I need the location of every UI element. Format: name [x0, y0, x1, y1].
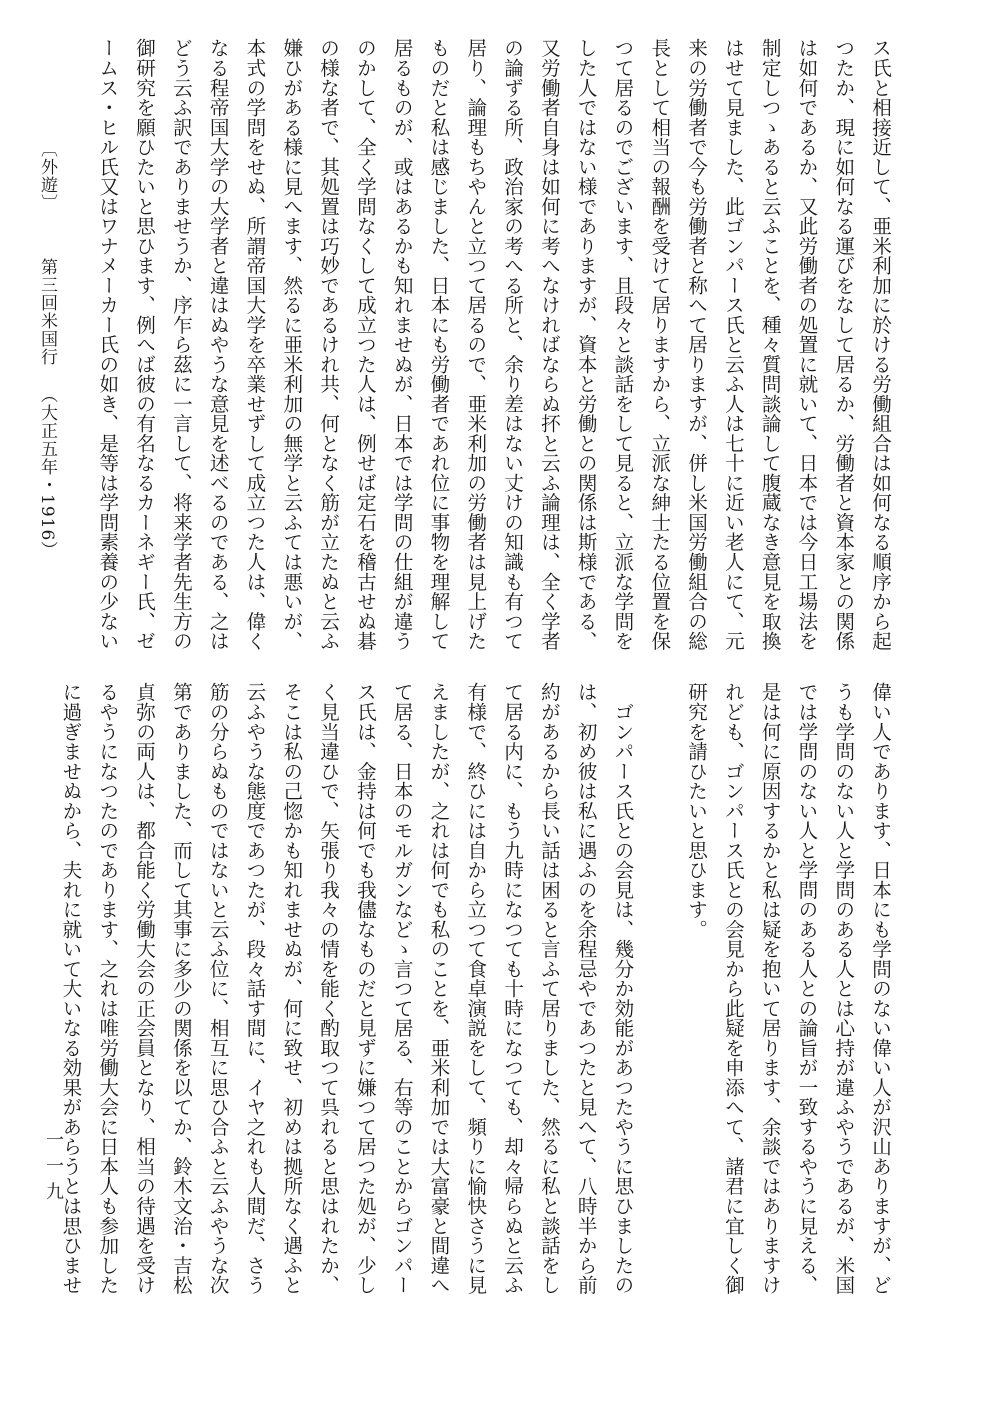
text-column: く見当違ひで、矢張り我々の情を能く酌取つて呉れると思はれたか、 [316, 682, 340, 1295]
text-column: は如何であるか、又此労働者の処置に就いて、日本では今日工場法を [794, 38, 818, 651]
text-column: て居る内に、もう九時になつても十時になつても、却々帰らぬと云ふ [500, 682, 524, 1295]
text-column: では学問のない人と学問のある人との論旨が一致するやうに見える、 [794, 682, 818, 1295]
text-column: 又労働者自身は如何に考へなければならぬ抔と云ふ論理は、全く学者 [537, 38, 561, 651]
text-column: に過ぎませぬから、夫れに就いて大いなる効果があらうとは思ひませ [58, 682, 82, 1295]
footer-era: （大正五年・1916） [37, 386, 57, 560]
text-column: ス氏は、金持は何でも我儘なものだと見ずに嫌つて居つた処が、少し [353, 682, 377, 1295]
text-column: 制定しつゝあると云ふことを、種々質問談論して腹蔵なき意見を取換 [758, 38, 782, 651]
text-column: れども、ゴンパース氏との会見から此疑を申添へて、諸君に宜しく御 [721, 682, 745, 1295]
text-column: は、初め彼は私に遇ふのを余程忌やであつたと見へて、八時半から前 [574, 682, 598, 1295]
text-column: るやうになつたのであります、之れは唯労働大会に日本人も参加した [95, 682, 119, 1295]
text-column: えましたが、之れは何でも私のことを、亜米利加では大富豪と間違へ [426, 682, 450, 1295]
text-column: 本式の学問をせぬ、所謂帝国大学を卒業せずして成立つた人は、偉く [242, 38, 266, 651]
text-column: 是は何に原因するかと私は疑を抱いて居ります、余談ではありますけ [758, 682, 782, 1295]
text-column: ームス・ヒル氏又はワナメーカー氏の如き、是等は学問素養の少ない [95, 38, 119, 651]
text-column: の論ずる所、政治家の考へる所と、余り差はない丈けの知識も有つて [500, 38, 524, 651]
text-column: はせて見ました、此ゴンパース氏と云ふ人は七十に近い老人にて、元 [721, 38, 745, 651]
text-column: 来の労働者で今も労働者と称へて居りますが、併し米国労働組合の総 [684, 38, 708, 651]
text-column: つて居るのでございます、且段々と談話をして見ると、立派な学問を [610, 38, 634, 651]
page-number: 一一九 [43, 1130, 64, 1208]
text-column: 有様で、終ひには自から立つて食卓演説をして、頻りに愉快さうに見 [463, 682, 487, 1295]
text-column: ゴンパース氏との会見は、幾分か効能があつたやうに思ひましたの [610, 682, 634, 1295]
text-column: 居るものが、或はあるかも知れませぬが、日本では学問の仕組が違う [390, 38, 414, 651]
text-column: 約があるから長い話は困ると言ふて居りました、然るに私と談話をし [537, 682, 561, 1295]
text-column: の様な者で、其処置は巧妙であるけれ共、何となく筋が立たぬと云ふ [316, 38, 340, 651]
footer-title: 第三回米国行 [37, 258, 57, 366]
text-column: そこは私の己惚かも知れませぬが、何に致せ、初めは拠所なく遇ふと [279, 682, 303, 1295]
text-column: 居り、論理もちやんと立つて居るので、亜米利加の労働者は見上げた [463, 38, 487, 651]
text-column: 研究を請ひたいと思ひます。 [684, 682, 708, 939]
text-column: ス氏と相接近して、亜米利加に於ける労働組合は如何なる順序から起 [868, 38, 892, 651]
text-column: 御研究を願ひたいと思ひます、例へば彼の有名なるカーネギー氏、ゼ [132, 38, 156, 651]
text-column: のかして、全く学問なくして成立つた人は、例せば定石を稽古せぬ碁 [353, 38, 377, 651]
text-column: した人ではない様でありますが、資本と労働との関係は斯様である、 [574, 38, 598, 651]
text-column: どう云ふ訳でありませうか、序乍ら茲に一言して、将来学者先生方の [169, 38, 193, 651]
text-column: つたか、現に如何なる運びをなして居るか、労働者と資本家との関係 [831, 38, 855, 651]
text-column: て居る、日本のモルガンなどゝ言つて居る、右等のことからゴンパー [390, 682, 414, 1295]
text-column: 云ふやうな態度であつたが、段々話す間に、イヤ之れも人間だ、さう [242, 682, 266, 1295]
text-column: なる程帝国大学の大学者と違はぬやうな意見を述べるのである、之は [206, 38, 230, 651]
text-column: 偉い人であります、日本にも学問のない偉い人が沢山ありますが、ど [868, 682, 892, 1295]
text-column: 筋の分らぬものではないと云ふ位に、相互に思ひ合ふと云ふやうな次 [206, 682, 230, 1295]
footer-category: 〔外遊〕 [37, 140, 57, 212]
text-column: 長として相当の報酬を受けて居りますから、立派な紳士たる位置を保 [647, 38, 671, 651]
text-column: 嫌ひがある様に見へます、然るに亜米利加の無学と云ふては悪いが、 [279, 38, 303, 651]
text-column: うも学問のない人と学問のある人とは心持が違ふやうであるが、米国 [831, 682, 855, 1295]
text-column: 第でありました、而して其事に多少の関係を以てか、鈴木文治・吉松 [169, 682, 193, 1295]
text-column: ものだと私は感じました、日本にも労働者であれ位に事物を理解して [426, 38, 450, 651]
text-column: 貞弥の両人は、都合能く労働大会の正会員となり、相当の待遇を受け [132, 682, 156, 1295]
